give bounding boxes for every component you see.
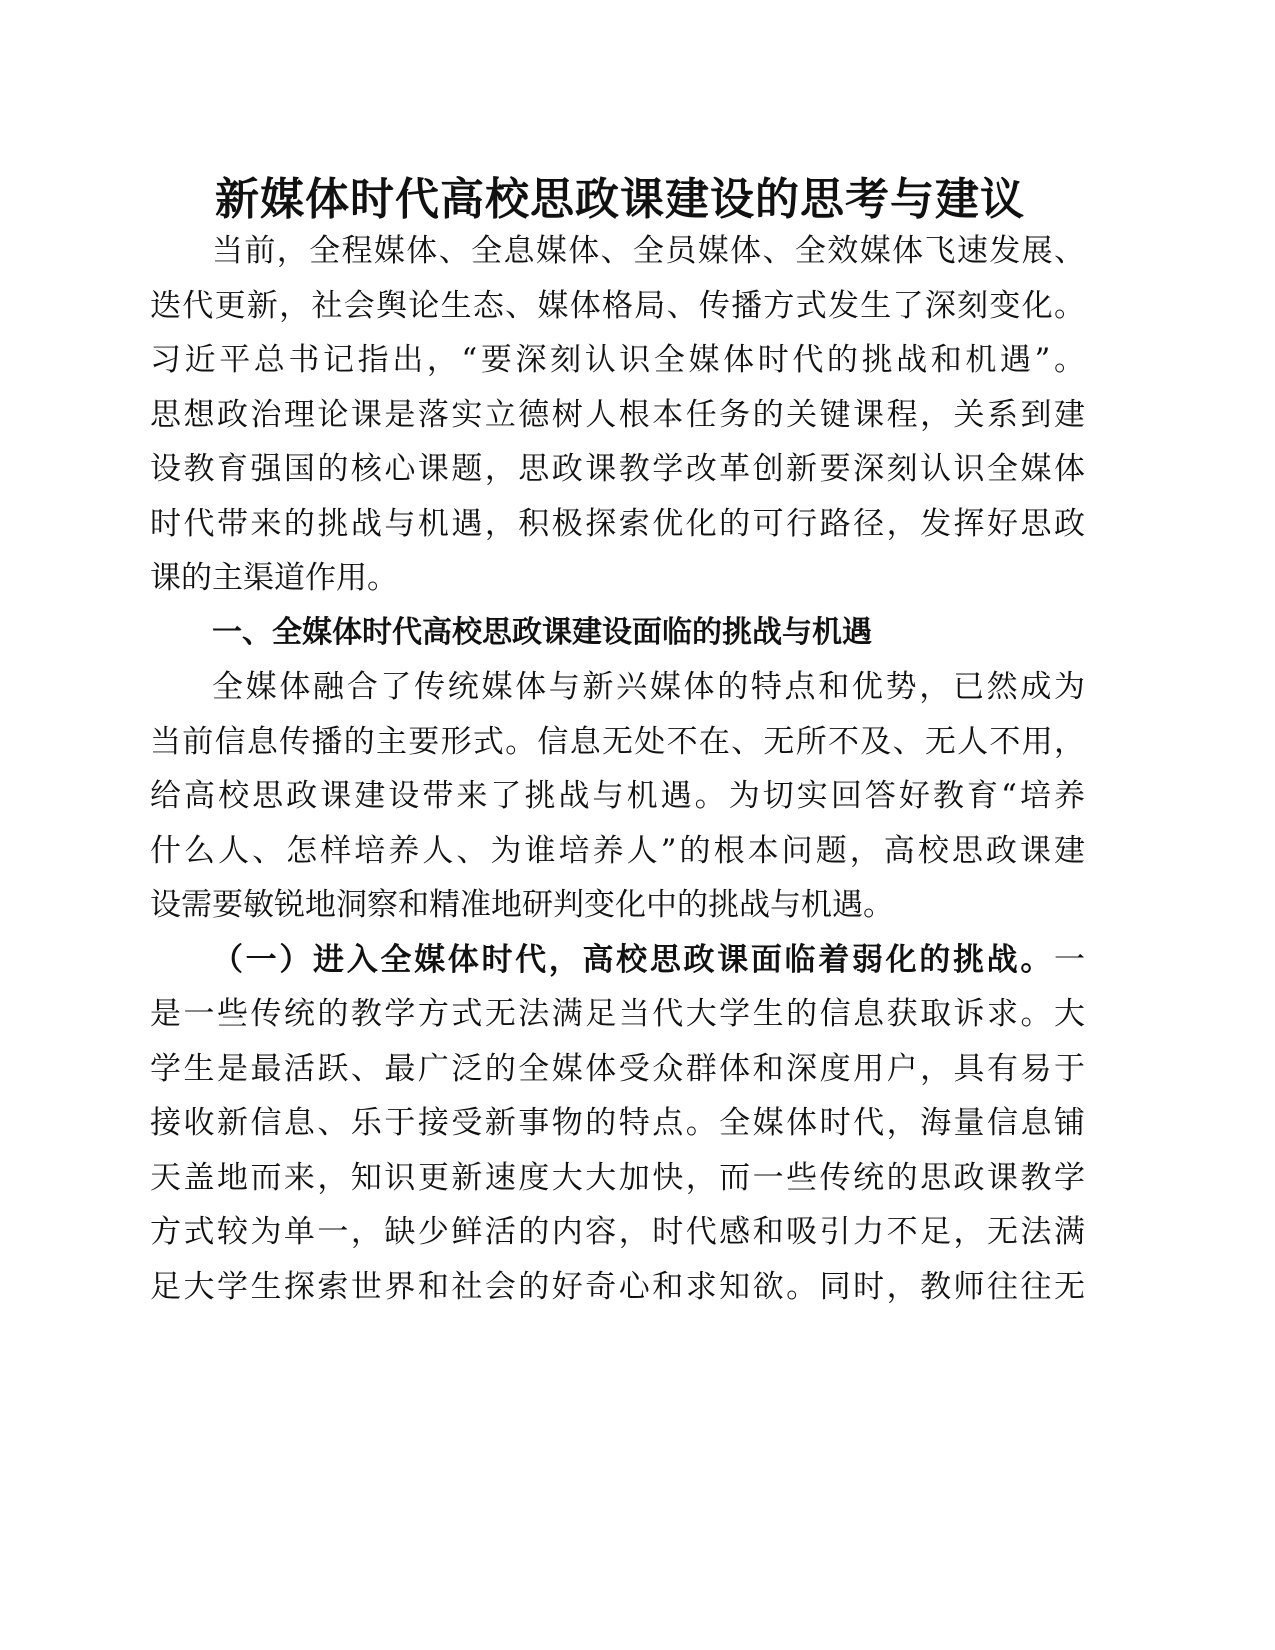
paragraph-line: 是一些传统的教学方式无法满足当代大学生的信息获取诉求。大 [150,996,1085,1032]
paragraph-line: 时代带来的挑战与机遇，积极探索优化的可行路径，发挥好思政 [150,505,1085,542]
paragraph-line: 习近平总书记指出，“要深刻认识全媒体时代的挑战和机遇”。 [150,342,1085,378]
paragraph-line: 接收新信息、乐于接受新事物的特点。全媒体时代，海量信息铺 [150,1105,1085,1141]
document-body [150,224,1085,1314]
paragraph-line: 当前信息传播的主要形式。信息无处不在、无所不及、无人不用， [150,723,1085,760]
paragraph-line [150,933,1085,988]
paragraph-line: 天盖地而来，知识更新速度大大加快，而一些传统的思政课教学 [150,1159,1085,1196]
paragraph-line: 课的主渠道作用。 [150,560,398,596]
document-title: 新媒体时代高校思政课建设的思考与建议 [215,174,1025,225]
paragraph-line: 足大学生探索世界和社会的好奇心和求知欲。同时，教师往往无 [150,1268,1085,1305]
paragraph-line: 迭代更新，社会舆论生态、媒体格局、传播方式发生了深刻变化。 [150,287,1085,324]
paragraph-line: 给高校思政课建设带来了挑战与机遇。为切实回答好教育“培养 [150,778,1085,814]
paragraph-line: 全媒体融合了传统媒体与新兴媒体的特点和优势，已然成为 [212,669,1085,705]
section-heading: 一、全媒体时代高校思政课建设面临的挑战与机遇 [212,614,872,650]
paragraph-line: 设教育强国的核心课题，思政课教学改革创新要深刻认识全媒体 [150,451,1085,487]
paragraph-line: 当前，全程媒体、全息媒体、全员媒体、全效媒体飞速发展、 [212,233,1085,269]
paragraph-line: 学生是最活跃、最广泛的全媒体受众群体和深度用户，具有易于 [150,1050,1085,1087]
paragraph-line: 什么人、怎样培养人、为谁培养人”的根本问题，高校思政课建 [150,832,1085,869]
paragraph-line: 思想政治理论课是落实立德树人根本任务的关键课程，关系到建 [150,396,1085,433]
paragraph-line: 方式较为单一，缺少鲜活的内容，时代感和吸引力不足，无法满 [150,1214,1085,1250]
paragraph-line: 设需要敏锐地洞察和精准地研判变化中的挑战与机遇。 [150,887,894,923]
paragraph-text: 一 [1054,941,1085,978]
subsection-lead: （一）进入全媒体时代，高校思政课面临着弱化的挑战。 [212,941,1054,978]
